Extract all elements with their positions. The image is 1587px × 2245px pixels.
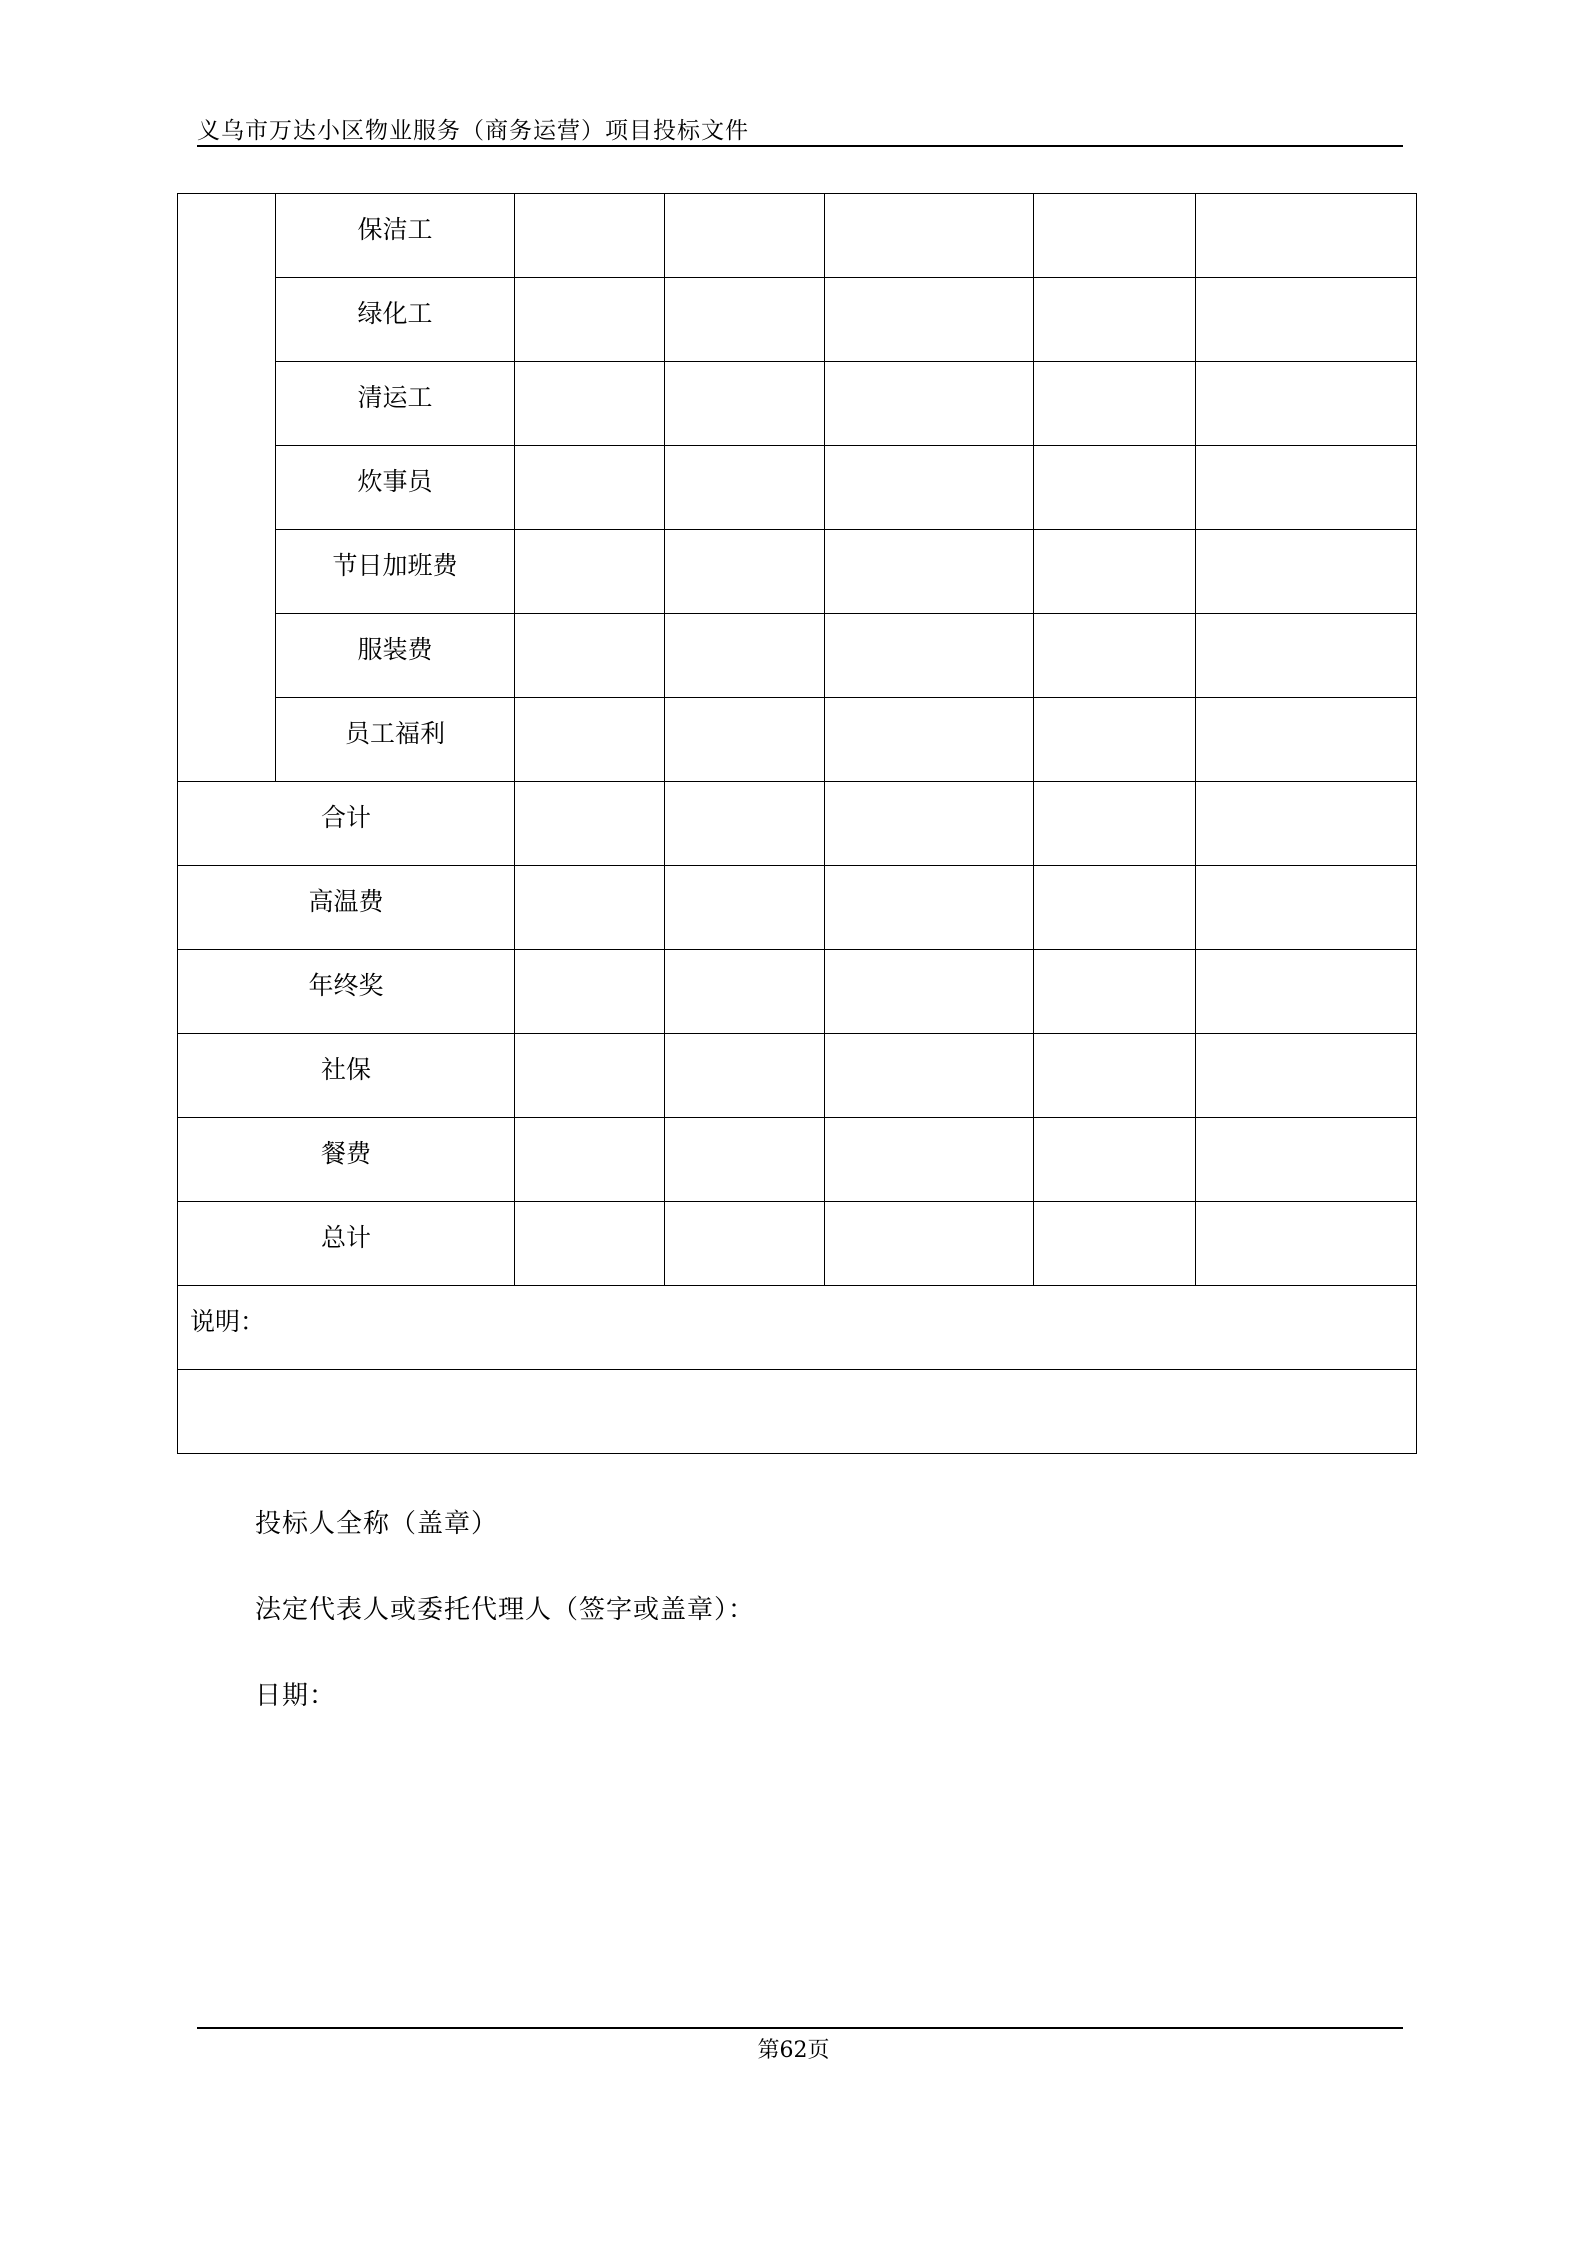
table-row	[178, 698, 1417, 782]
remark-row	[178, 1286, 1417, 1370]
row-label: 保洁工	[276, 194, 515, 278]
value-cell[interactable]	[1034, 194, 1196, 278]
table-row	[178, 1118, 1417, 1202]
value-cell[interactable]	[825, 866, 1034, 950]
table-row	[178, 614, 1417, 698]
value-cell[interactable]	[515, 194, 665, 278]
value-cell[interactable]	[1196, 1034, 1417, 1118]
value-cell[interactable]	[1196, 950, 1417, 1034]
row-label: 绿化工	[276, 278, 515, 362]
value-cell[interactable]	[825, 362, 1034, 446]
value-cell[interactable]	[825, 1118, 1034, 1202]
row-label: 社保	[178, 1034, 515, 1118]
value-cell[interactable]	[515, 698, 665, 782]
value-cell[interactable]	[665, 1034, 825, 1118]
value-cell[interactable]	[1034, 362, 1196, 446]
value-cell[interactable]	[1034, 950, 1196, 1034]
value-cell[interactable]	[1034, 866, 1196, 950]
value-cell[interactable]	[1196, 698, 1417, 782]
value-cell[interactable]	[1034, 614, 1196, 698]
table-row	[178, 278, 1417, 362]
value-cell[interactable]	[1196, 866, 1417, 950]
value-cell[interactable]	[825, 530, 1034, 614]
value-cell[interactable]	[1034, 698, 1196, 782]
bidder-name-line: 投标人全称（盖章）	[255, 1509, 499, 1539]
value-cell[interactable]	[1196, 614, 1417, 698]
value-cell[interactable]	[665, 278, 825, 362]
row-label: 服装费	[276, 614, 515, 698]
row-label: 清运工	[276, 362, 515, 446]
value-cell[interactable]	[825, 782, 1034, 866]
value-cell[interactable]	[515, 278, 665, 362]
value-cell[interactable]	[1196, 194, 1417, 278]
value-cell[interactable]	[665, 866, 825, 950]
value-cell[interactable]	[1196, 446, 1417, 530]
value-cell[interactable]	[1034, 278, 1196, 362]
value-cell[interactable]	[515, 950, 665, 1034]
value-cell[interactable]	[1196, 782, 1417, 866]
value-cell[interactable]	[1196, 1202, 1417, 1286]
value-cell[interactable]	[825, 278, 1034, 362]
value-cell[interactable]	[1196, 278, 1417, 362]
value-cell[interactable]	[825, 614, 1034, 698]
table-row	[178, 1034, 1417, 1118]
row-label: 总计	[178, 1202, 515, 1286]
value-cell[interactable]	[665, 782, 825, 866]
value-cell[interactable]	[1034, 446, 1196, 530]
value-cell[interactable]	[665, 614, 825, 698]
value-cell[interactable]	[665, 530, 825, 614]
value-cell[interactable]	[825, 698, 1034, 782]
row-label: 合计	[178, 782, 515, 866]
remark-label: 说明：	[190, 1307, 266, 1336]
value-cell[interactable]	[825, 1034, 1034, 1118]
table-row	[178, 866, 1417, 950]
row-label: 炊事员	[276, 446, 515, 530]
row-label: 高温费	[178, 866, 515, 950]
value-cell[interactable]	[665, 362, 825, 446]
row-label: 年终奖	[178, 950, 515, 1034]
row-label: 员工福利	[276, 698, 515, 782]
page-number: 第62页	[757, 2038, 830, 2063]
value-cell[interactable]	[515, 1202, 665, 1286]
value-cell[interactable]	[1196, 362, 1417, 446]
remark-content-cell[interactable]	[178, 1370, 1417, 1454]
value-cell[interactable]	[665, 950, 825, 1034]
value-cell[interactable]	[515, 1034, 665, 1118]
table-row	[178, 782, 1417, 866]
value-cell[interactable]	[825, 194, 1034, 278]
value-cell[interactable]	[1034, 1202, 1196, 1286]
table-row	[178, 530, 1417, 614]
legal-representative-line: 法定代表人或委托代理人（签字或盖章）：	[255, 1595, 756, 1625]
value-cell[interactable]	[515, 614, 665, 698]
row-label: 餐费	[178, 1118, 515, 1202]
table-row	[178, 950, 1417, 1034]
row-label: 节日加班费	[276, 530, 515, 614]
value-cell[interactable]	[665, 194, 825, 278]
value-cell[interactable]	[1034, 530, 1196, 614]
table-row	[178, 194, 1417, 278]
value-cell[interactable]	[825, 1202, 1034, 1286]
value-cell[interactable]	[665, 446, 825, 530]
table-row	[178, 362, 1417, 446]
header-divider	[197, 145, 1403, 147]
date-line: 日期：	[255, 1681, 337, 1711]
value-cell[interactable]	[665, 698, 825, 782]
value-cell[interactable]	[665, 1118, 825, 1202]
value-cell[interactable]	[515, 1118, 665, 1202]
table-row	[178, 1202, 1417, 1286]
cost-breakdown-table	[177, 193, 1417, 1454]
value-cell[interactable]	[825, 950, 1034, 1034]
value-cell[interactable]	[1196, 530, 1417, 614]
value-cell[interactable]	[515, 530, 665, 614]
value-cell[interactable]	[1034, 1034, 1196, 1118]
value-cell[interactable]	[1034, 1118, 1196, 1202]
value-cell[interactable]	[515, 782, 665, 866]
category-cell	[178, 194, 276, 782]
value-cell[interactable]	[1034, 782, 1196, 866]
value-cell[interactable]	[665, 1202, 825, 1286]
value-cell[interactable]	[1196, 1118, 1417, 1202]
document-header-title: 义乌市万达小区物业服务（商务运营）项目投标文件	[197, 118, 749, 144]
table-row	[178, 446, 1417, 530]
value-cell[interactable]	[515, 866, 665, 950]
footer-divider	[197, 2027, 1403, 2029]
remark-content-row	[178, 1370, 1417, 1454]
value-cell[interactable]	[515, 362, 665, 446]
value-cell[interactable]	[825, 446, 1034, 530]
value-cell[interactable]	[515, 446, 665, 530]
remark-label-cell	[178, 1286, 1417, 1370]
